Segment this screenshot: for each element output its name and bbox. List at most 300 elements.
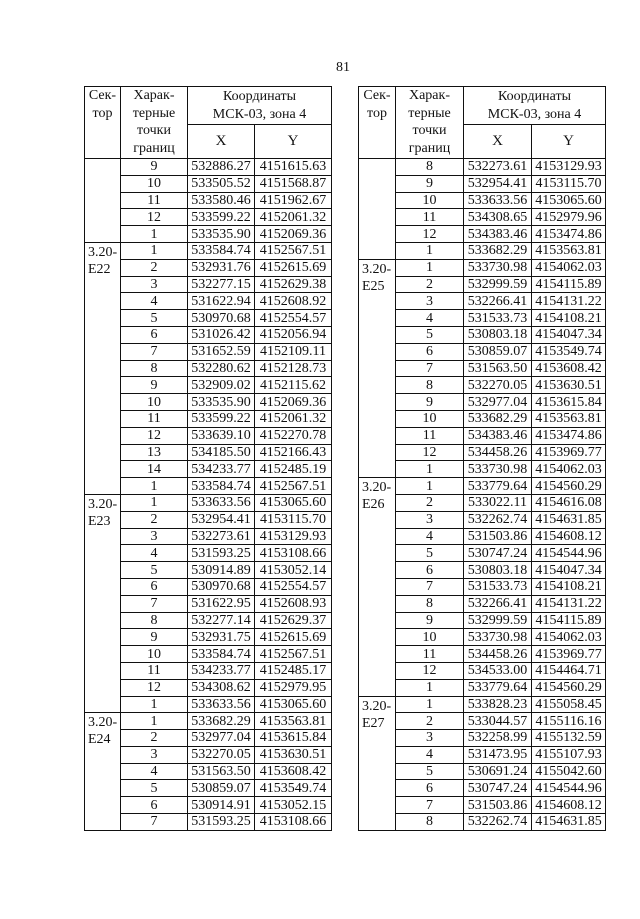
table-row (85, 713, 332, 730)
sector-label: E27 (362, 715, 385, 731)
y-coordinate: 4153065.60 (532, 192, 606, 209)
point-number: 5 (396, 545, 464, 562)
point-number: 10 (121, 394, 188, 411)
table-row (85, 629, 332, 646)
y-coordinate: 4152567.51 (255, 242, 332, 259)
point-number: 9 (121, 629, 188, 646)
point-number: 7 (396, 360, 464, 377)
y-coordinate: 4152056.94 (255, 326, 332, 343)
y-header: Y (532, 125, 606, 159)
y-coordinate: 4154608.12 (532, 797, 606, 814)
x-coordinate: 530803.18 (464, 562, 532, 579)
y-coordinate: 4153129.93 (255, 528, 332, 545)
table-row (85, 730, 332, 747)
y-coordinate: 4154062.03 (532, 259, 606, 276)
x-coordinate: 532999.59 (464, 276, 532, 293)
y-coordinate: 4153630.51 (255, 746, 332, 763)
y-coordinate: 4155107.93 (532, 746, 606, 763)
point-number: 10 (396, 192, 464, 209)
x-coordinate: 532273.61 (188, 528, 255, 545)
point-number: 4 (396, 528, 464, 545)
y-coordinate: 4152061.32 (255, 209, 332, 226)
table-row (85, 696, 332, 713)
y-coordinate: 4152615.69 (255, 259, 332, 276)
points-header-line: Харак- (408, 88, 450, 103)
point-number: 3 (396, 511, 464, 528)
x-coordinate: 532977.04 (188, 730, 255, 747)
x-coordinate: 530970.68 (188, 578, 255, 595)
y-coordinate: 4152069.36 (255, 394, 332, 411)
point-number: 7 (121, 595, 188, 612)
x-coordinate: 533682.29 (188, 713, 255, 730)
table-row (85, 444, 332, 461)
table-row (359, 461, 606, 478)
table-row (85, 310, 332, 327)
point-number: 6 (396, 343, 464, 360)
y-coordinate: 4154560.29 (532, 478, 606, 495)
x-coordinate: 530747.24 (464, 780, 532, 797)
point-number: 1 (121, 226, 188, 243)
y-coordinate: 4153108.66 (255, 814, 332, 831)
table-row (359, 478, 606, 495)
y-coordinate: 4154108.21 (532, 310, 606, 327)
sector-cell (85, 494, 121, 712)
point-number: 12 (396, 662, 464, 679)
y-coordinate: 4152979.95 (255, 679, 332, 696)
point-number: 9 (396, 175, 464, 192)
point-number: 1 (396, 478, 464, 495)
point-number: 9 (396, 612, 464, 629)
y-header: Y (255, 125, 332, 159)
point-number: 6 (121, 797, 188, 814)
table-row (359, 377, 606, 394)
y-coordinate: 4155058.45 (532, 696, 606, 713)
table-row (359, 276, 606, 293)
x-coordinate: 530914.89 (188, 562, 255, 579)
x-coordinate: 532954.41 (188, 511, 255, 528)
y-coordinate: 4153549.74 (255, 780, 332, 797)
table-row (85, 259, 332, 276)
y-coordinate: 4153615.84 (255, 730, 332, 747)
points-header-line: границ (408, 140, 451, 156)
table-row (85, 545, 332, 562)
point-number: 6 (121, 578, 188, 595)
x-coordinate: 532931.76 (188, 259, 255, 276)
table-row (359, 259, 606, 276)
table-row (85, 293, 332, 310)
x-coordinate: 531473.95 (464, 746, 532, 763)
coordinates-table-2 (358, 86, 606, 831)
table-row (359, 175, 606, 192)
x-coordinate: 532277.14 (188, 612, 255, 629)
point-number: 11 (121, 410, 188, 427)
y-coordinate: 4151615.63 (255, 159, 332, 176)
table-row (85, 343, 332, 360)
x-coordinate: 534458.26 (464, 444, 532, 461)
table-row (359, 159, 606, 176)
y-coordinate: 4153065.60 (255, 494, 332, 511)
point-number: 7 (396, 797, 464, 814)
x-coordinate: 534383.46 (464, 427, 532, 444)
table-row (85, 528, 332, 545)
x-coordinate: 532999.59 (464, 612, 532, 629)
point-number: 1 (121, 696, 188, 713)
x-coordinate: 533633.56 (188, 494, 255, 511)
point-number: 8 (121, 360, 188, 377)
x-coordinate: 532931.75 (188, 629, 255, 646)
x-coordinate: 533633.56 (464, 192, 532, 209)
points-header-line: точки (137, 123, 171, 138)
point-number: 10 (396, 410, 464, 427)
point-number: 5 (121, 310, 188, 327)
y-coordinate: 4154047.34 (532, 326, 606, 343)
y-coordinate: 4153615.84 (532, 394, 606, 411)
y-coordinate: 4153608.42 (532, 360, 606, 377)
point-number: 6 (121, 326, 188, 343)
point-number: 4 (121, 545, 188, 562)
x-coordinate: 534458.26 (464, 646, 532, 663)
y-coordinate: 4153052.14 (255, 562, 332, 579)
sector-label: 3.20- (362, 480, 392, 496)
table-row (359, 763, 606, 780)
x-coordinate: 533505.52 (188, 175, 255, 192)
sector-label: E23 (88, 513, 111, 529)
point-number: 5 (396, 326, 464, 343)
point-number: 12 (396, 226, 464, 243)
table-row (359, 545, 606, 562)
table-row (359, 410, 606, 427)
y-coordinate: 4153630.51 (532, 377, 606, 394)
point-number: 8 (396, 814, 464, 831)
table-row (359, 612, 606, 629)
y-coordinate: 4154062.03 (532, 461, 606, 478)
y-coordinate: 4152485.19 (255, 461, 332, 478)
y-coordinate: 4154115.89 (532, 276, 606, 293)
table-row (85, 326, 332, 343)
x-coordinate: 534308.65 (464, 209, 532, 226)
table-body (359, 159, 606, 831)
sector-label: E24 (88, 732, 111, 748)
y-coordinate: 4153563.81 (255, 713, 332, 730)
x-coordinate: 532262.74 (464, 814, 532, 831)
point-number: 7 (396, 578, 464, 595)
table-row (85, 209, 332, 226)
sector-label: E25 (362, 278, 385, 294)
y-coordinate: 4153969.77 (532, 646, 606, 663)
y-coordinate: 4154131.22 (532, 293, 606, 310)
point-number: 3 (396, 293, 464, 310)
table-row (359, 595, 606, 612)
point-number: 3 (396, 730, 464, 747)
coordinates-header-line: МСК-03, зона 4 (487, 106, 582, 122)
coordinates-table-1 (84, 86, 332, 831)
y-coordinate: 4153969.77 (532, 444, 606, 461)
y-coordinate: 4152270.78 (255, 427, 332, 444)
y-coordinate: 4154544.96 (532, 545, 606, 562)
table-row (359, 242, 606, 259)
x-coordinate: 530803.18 (464, 326, 532, 343)
x-header: X (464, 125, 532, 159)
point-number: 1 (121, 242, 188, 259)
y-coordinate: 4152608.92 (255, 293, 332, 310)
point-number: 9 (396, 394, 464, 411)
x-coordinate: 531026.42 (188, 326, 255, 343)
point-number: 8 (121, 612, 188, 629)
table-row (85, 511, 332, 528)
sector-label: 3.20- (88, 715, 118, 731)
point-number: 11 (121, 662, 188, 679)
table-row (85, 595, 332, 612)
y-coordinate: 4154544.96 (532, 780, 606, 797)
point-number: 13 (121, 444, 188, 461)
y-coordinate: 4153549.74 (532, 343, 606, 360)
table-row (85, 192, 332, 209)
point-number: 5 (121, 780, 188, 797)
x-coordinate: 531503.86 (464, 797, 532, 814)
sector-label: 3.20- (88, 496, 118, 512)
x-coordinate: 532280.62 (188, 360, 255, 377)
table-row (359, 679, 606, 696)
x-coordinate: 532886.27 (188, 159, 255, 176)
points-header-line: границ (133, 140, 175, 156)
x-coordinate: 533584.74 (188, 242, 255, 259)
table-row (359, 310, 606, 327)
table-row (359, 293, 606, 310)
y-coordinate: 4152615.69 (255, 629, 332, 646)
table-row (85, 478, 332, 495)
point-number: 1 (121, 494, 188, 511)
x-coordinate: 530970.68 (188, 310, 255, 327)
point-number: 2 (121, 730, 188, 747)
x-coordinate: 530691.24 (464, 763, 532, 780)
y-coordinate: 4153108.66 (255, 545, 332, 562)
table-body (85, 159, 332, 831)
x-coordinate: 533828.23 (464, 696, 532, 713)
x-coordinate: 531503.86 (464, 528, 532, 545)
y-coordinate: 4153129.93 (532, 159, 606, 176)
sector-label: 3.20- (362, 261, 392, 277)
y-coordinate: 4152567.51 (255, 646, 332, 663)
point-number: 1 (396, 461, 464, 478)
table-row (359, 797, 606, 814)
y-coordinate: 4155042.60 (532, 763, 606, 780)
y-coordinate: 4154608.12 (532, 528, 606, 545)
table-row (359, 444, 606, 461)
sector-header-line: Сек- (363, 88, 391, 103)
point-number: 1 (396, 679, 464, 696)
x-coordinate: 531622.94 (188, 293, 255, 310)
point-number: 7 (121, 343, 188, 360)
x-coordinate: 531622.95 (188, 595, 255, 612)
x-coordinate: 534233.77 (188, 461, 255, 478)
point-number: 5 (396, 763, 464, 780)
point-number: 8 (396, 159, 464, 176)
points-header (396, 87, 464, 159)
table-row (85, 814, 332, 831)
x-coordinate: 532954.41 (464, 175, 532, 192)
x-coordinate: 534308.62 (188, 679, 255, 696)
y-coordinate: 4154131.22 (532, 595, 606, 612)
table-row (85, 461, 332, 478)
sector-header-line: тор (92, 106, 113, 121)
sector-header-line: Сек- (88, 88, 117, 103)
point-number: 11 (396, 646, 464, 663)
y-coordinate: 4153474.86 (532, 226, 606, 243)
x-coordinate: 533730.98 (464, 629, 532, 646)
point-number: 12 (121, 209, 188, 226)
x-coordinate: 532258.99 (464, 730, 532, 747)
y-coordinate: 4152166.43 (255, 444, 332, 461)
point-number: 4 (121, 293, 188, 310)
table-row (359, 662, 606, 679)
x-coordinate: 533599.22 (188, 410, 255, 427)
y-coordinate: 4152979.96 (532, 209, 606, 226)
point-number: 11 (396, 209, 464, 226)
point-number: 1 (121, 478, 188, 495)
sector-label: 3.20- (88, 244, 118, 260)
x-coordinate: 532277.15 (188, 276, 255, 293)
x-coordinate: 534533.00 (464, 662, 532, 679)
x-coordinate: 530747.24 (464, 545, 532, 562)
table-row (359, 780, 606, 797)
x-coordinate: 532977.04 (464, 394, 532, 411)
x-coordinate: 530859.07 (188, 780, 255, 797)
x-coordinate: 533599.22 (188, 209, 255, 226)
y-coordinate: 4153052.15 (255, 797, 332, 814)
point-number: 1 (396, 242, 464, 259)
sector-cell (359, 159, 396, 260)
y-coordinate: 4154115.89 (532, 612, 606, 629)
coordinates-header-line: Координаты (498, 88, 571, 104)
points-header-line: точки (412, 123, 447, 138)
sector-cell (359, 478, 396, 696)
y-coordinate: 4152069.36 (255, 226, 332, 243)
point-number: 6 (396, 780, 464, 797)
table-row (85, 242, 332, 259)
point-number: 14 (121, 461, 188, 478)
x-coordinate: 533584.74 (188, 478, 255, 495)
x-coordinate: 533535.90 (188, 394, 255, 411)
point-number: 12 (396, 444, 464, 461)
x-coordinate: 533682.29 (464, 410, 532, 427)
point-number: 6 (396, 562, 464, 579)
x-coordinate: 533730.98 (464, 259, 532, 276)
table-row (85, 797, 332, 814)
table-row (359, 562, 606, 579)
x-coordinate: 531533.73 (464, 310, 532, 327)
table-row (359, 696, 606, 713)
table-row (85, 763, 332, 780)
point-number: 10 (121, 646, 188, 663)
table-row (85, 360, 332, 377)
point-number: 3 (121, 276, 188, 293)
y-coordinate: 4154631.85 (532, 814, 606, 831)
y-coordinate: 4152061.32 (255, 410, 332, 427)
table-row (85, 226, 332, 243)
point-number: 9 (121, 159, 188, 176)
points-header-line: терные (132, 105, 176, 121)
y-coordinate: 4153608.42 (255, 763, 332, 780)
table-row (359, 511, 606, 528)
table-row (359, 226, 606, 243)
table-row (85, 679, 332, 696)
x-coordinate: 531593.25 (188, 545, 255, 562)
table-row (85, 612, 332, 629)
x-coordinate: 533044.57 (464, 713, 532, 730)
y-coordinate: 4152485.17 (255, 662, 332, 679)
y-coordinate: 4154464.71 (532, 662, 606, 679)
sector-cell (359, 696, 396, 830)
point-number: 2 (121, 259, 188, 276)
x-coordinate: 530914.91 (188, 797, 255, 814)
x-coordinate: 532270.05 (188, 746, 255, 763)
point-number: 2 (121, 511, 188, 528)
points-header (121, 87, 188, 159)
x-header: X (188, 125, 255, 159)
table-row (85, 746, 332, 763)
table-row (85, 394, 332, 411)
table-row (359, 646, 606, 663)
sector-header (85, 87, 121, 159)
y-coordinate: 4151568.87 (255, 175, 332, 192)
x-coordinate: 531563.50 (188, 763, 255, 780)
table-row (359, 427, 606, 444)
header-row (359, 87, 606, 125)
point-number: 3 (121, 528, 188, 545)
x-coordinate: 532266.41 (464, 595, 532, 612)
points-header-line: терные (408, 105, 451, 121)
table-row (85, 175, 332, 192)
table-row (85, 780, 332, 797)
table-row (85, 646, 332, 663)
y-coordinate: 4152554.57 (255, 578, 332, 595)
x-coordinate: 533779.64 (464, 679, 532, 696)
table-row (85, 276, 332, 293)
x-coordinate: 533639.10 (188, 427, 255, 444)
y-coordinate: 4153563.81 (532, 410, 606, 427)
table-row (359, 209, 606, 226)
x-coordinate: 531563.50 (464, 360, 532, 377)
x-coordinate: 533730.98 (464, 461, 532, 478)
x-coordinate: 532909.02 (188, 377, 255, 394)
point-number: 7 (121, 814, 188, 831)
y-coordinate: 4155116.16 (532, 713, 606, 730)
x-coordinate: 532273.61 (464, 159, 532, 176)
x-coordinate: 531593.25 (188, 814, 255, 831)
point-number: 11 (121, 192, 188, 209)
sector-label: E26 (362, 497, 385, 513)
table-row (359, 528, 606, 545)
table-row (359, 730, 606, 747)
table-row (359, 713, 606, 730)
point-number: 4 (121, 763, 188, 780)
table-row (359, 394, 606, 411)
x-coordinate: 534383.46 (464, 226, 532, 243)
x-coordinate: 531533.73 (464, 578, 532, 595)
x-coordinate: 530859.07 (464, 343, 532, 360)
point-number: 5 (121, 562, 188, 579)
coordinates-header-line: Координаты (223, 88, 296, 104)
x-coordinate: 534233.77 (188, 662, 255, 679)
point-number: 8 (396, 377, 464, 394)
x-coordinate: 533633.56 (188, 696, 255, 713)
table-row (359, 629, 606, 646)
sector-cell (85, 159, 121, 243)
x-coordinate: 533779.64 (464, 478, 532, 495)
x-coordinate: 533682.29 (464, 242, 532, 259)
sector-header (359, 87, 396, 159)
x-coordinate: 534185.50 (188, 444, 255, 461)
